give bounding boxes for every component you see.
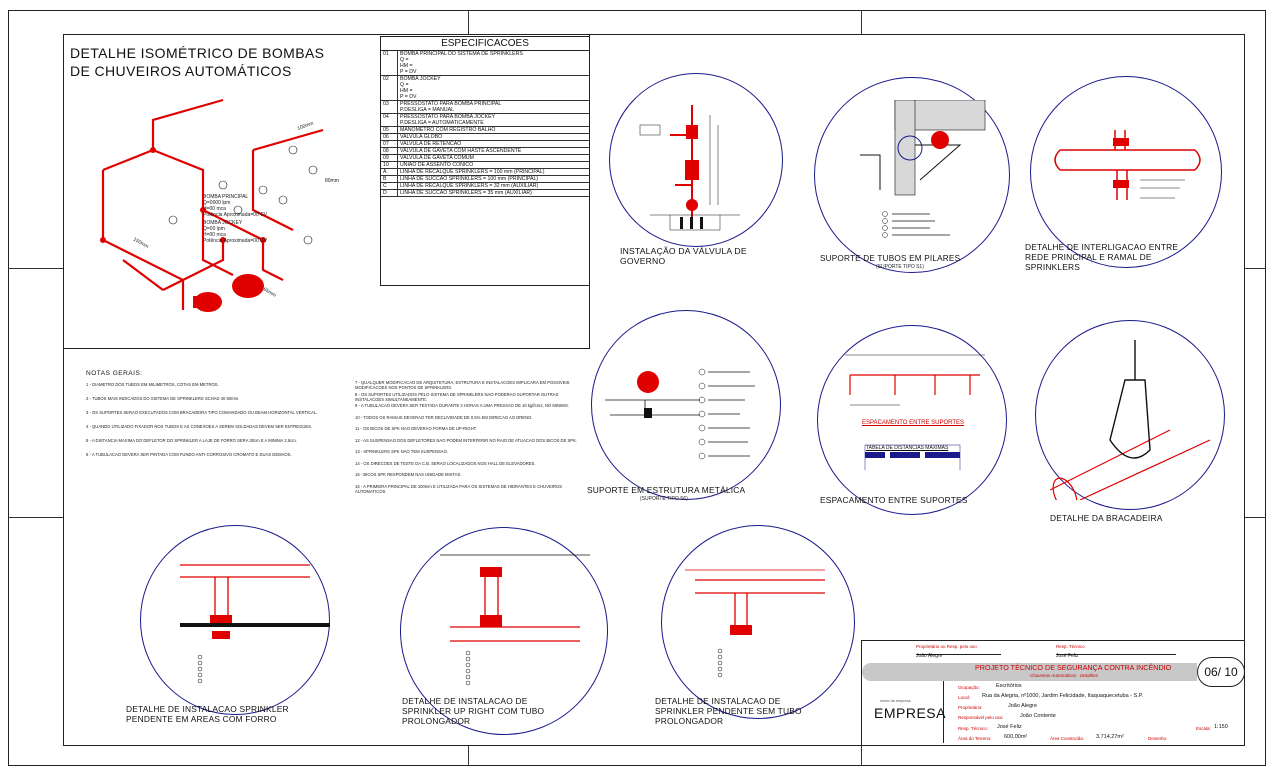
valvula-governo-drawing	[630, 95, 760, 235]
frame-tick	[8, 268, 63, 269]
espacamento-drawing	[840, 350, 1000, 470]
frame-tick	[468, 10, 469, 34]
caption-interligacao-line2: REDE PRINCIPAL E RAMAL DE	[1025, 252, 1152, 262]
spec-row-line: HM =	[400, 88, 413, 94]
caption-valvula-governo-line1: INSTALAÇÃO DA VÁLVULA DE	[620, 246, 747, 256]
note-item: 4 - QUANDO UTILIZADO FIXADOR NOS TUBOS E AS CONEXOES A SEREM SOLDADAS DEVEM SER ENTREGUES.	[86, 424, 313, 429]
iso-label-bomba-principal: BOMBA PRINCIPAL	[203, 194, 249, 200]
spec-row-line: LINHA DE RECALQUE SPRINKLERS = 32 mm (AUXILIAR)	[400, 183, 539, 189]
isometric-title-line2: DE CHUVEIROS AUTOMÁTICOS	[70, 63, 292, 79]
note-item: 9 - A TUBULACAO DEVERA SER TESTADA DURANTE 2 HORAS A UMA PRESSAO DE 10 kgf/cm2, NO MINIMO.	[355, 403, 570, 408]
spec-row-description	[398, 176, 589, 182]
spec-row-number: 03	[381, 101, 398, 113]
spec-row	[381, 127, 589, 134]
tb-responsavel-label: Responsável pelo uso:	[958, 715, 1004, 720]
suporte-pilares-drawing	[840, 100, 990, 250]
tb-area-terreno-label: Área do Terreno:	[958, 736, 992, 741]
specifications-rows	[381, 51, 589, 197]
frame-tick	[1245, 268, 1266, 269]
spec-row-number: D	[381, 190, 398, 196]
caption-valvula-governo-line2: GOVERNO	[620, 256, 666, 266]
caption-interligacao-line3: SPRINKLERS	[1025, 262, 1081, 272]
caption-sprinkler-pendente-line3: PROLONGADOR	[655, 716, 724, 726]
caption-sprinkler-upright-line1: DETALHE DE INSTALACAO DE	[402, 696, 528, 706]
iso-label-dim-100: 100mm	[296, 120, 315, 132]
tb-project-title: PROJETO TÉCNICO DE SEGURANÇA CONTRA INCÊNDIO	[975, 663, 1172, 672]
tb-desenho-label: Desenho:	[1148, 736, 1168, 741]
spec-row-line: P.DESLIGA = AUTOMATICAMENTE	[400, 120, 484, 126]
iso-label-bj-q: Q=00 lpm	[203, 226, 225, 232]
spec-row-description	[398, 76, 589, 100]
bracadeira-drawing	[1050, 340, 1220, 500]
frame-tick	[861, 746, 862, 766]
spec-row-description	[398, 101, 589, 113]
spec-row-description	[398, 134, 589, 140]
caption-sprinkler-pendente	[655, 696, 802, 726]
spec-row-description	[398, 169, 589, 175]
note-item: 13 - SPRINKLERS SPK NAO TEM SUSPENSAO.	[355, 449, 449, 454]
spec-row	[381, 190, 589, 197]
frame-tick	[861, 10, 862, 34]
spec-row-line: P = DV	[400, 94, 417, 100]
tb-escala-label: Escala:	[1196, 726, 1211, 731]
note-item: 2 - TUBOS MAIS INDICADOS DO SISTEMA DE SPRINKLERS SCHAD 40 50mm.	[86, 396, 240, 401]
spec-row-line: P.DESLIGA = MANUAL	[400, 107, 454, 113]
spec-row-line: HM =	[400, 63, 413, 69]
tb-project-sub: Chuveiros Automáticos - Detalhes	[1030, 673, 1098, 678]
spec-row-number: 07	[381, 141, 398, 147]
iso-label-bomba-jockey: BOMBA JOCKEY	[203, 220, 243, 226]
caption-espacamento: ESPACAMENTO ENTRE SUPORTES	[820, 495, 968, 505]
tb-proprietario-value: João Alegre	[1008, 703, 1038, 709]
spec-row	[381, 169, 589, 176]
iso-label-bj-p: Potência Aproximada=00 CV	[203, 238, 268, 244]
iso-label-dim-65: 65mm	[262, 286, 278, 299]
spec-row-description	[398, 127, 589, 133]
spec-row-number: 01	[381, 51, 398, 75]
spec-row-description	[398, 141, 589, 147]
interligacao-drawing	[1045, 110, 1210, 230]
spec-row-line: VALVULA DE GAVETA COMUM	[400, 155, 474, 161]
caption-sprinkler-forro-line1: DETALHE DE INSTALACAO SPRINKLER	[126, 704, 289, 714]
spec-row-line: VALVULA DE GAVETA COM HASTE ASCENDENTE	[400, 148, 522, 154]
caption-sprinkler-upright	[402, 696, 544, 726]
isometric-title-line1: DETALHE ISOMÉTRICO DE BOMBAS	[70, 45, 325, 61]
spec-row-description	[398, 51, 589, 75]
frame-tick	[1245, 517, 1266, 518]
iso-label-bp-h: H=00 mca	[203, 206, 226, 212]
caption-sprinkler-upright-line3: PROLONGADOR	[402, 716, 471, 726]
sprinkler-upright-drawing	[430, 545, 600, 695]
iso-label-dim-80: 80mm	[325, 178, 339, 184]
tb-company-small: nome da empresa	[880, 699, 911, 703]
spec-row-line: Q =	[400, 57, 409, 63]
spec-row-line: VALVULA DE RETENCAO	[400, 141, 462, 147]
caption-sprinkler-pendente-line1: DETALHE DE INSTALACAO DE	[655, 696, 781, 706]
sprinkler-forro-drawing	[160, 545, 330, 695]
note-item: 6 - A TUBULACAO DEVERA SER PINTADA COM FUNDO ANTI-CORROSIVO CROMATO E DUAS DEMAOS.	[86, 452, 292, 457]
spec-row	[381, 155, 589, 162]
tb-ocupacao-value: Escritórios	[996, 683, 1022, 689]
spec-row-number: C	[381, 183, 398, 189]
spec-row-number: A	[381, 169, 398, 175]
tb-area-construida-value: 3.714,27m²	[1096, 734, 1124, 740]
note-item: 10 - TODOS OS RAMAIS DEVERAO TER DECLIVIDADE DE 0,5% EM DIRECAO AO DRENO.	[355, 414, 533, 420]
tb-escala-value: 1:150	[1214, 724, 1228, 730]
iso-label-bp-p: Potência Aproximada=00 CV	[203, 212, 268, 218]
iso-label-bj-h: H=00 mca	[203, 232, 226, 238]
spec-row-number: 04	[381, 114, 398, 126]
spec-row-line: LINHA DE SUCCAO SPRINKLERS = 35 mm (AUXILIAR)	[400, 190, 532, 196]
tb-resp-tecnico-value: José Feliz	[997, 724, 1022, 730]
tb-resp-tecnico-label: Resp. Técnico:	[958, 726, 988, 731]
spec-row-line: MANOMETRO COM REGISTRO BALHO	[400, 127, 496, 133]
spec-row	[381, 148, 589, 155]
spec-row-line: LINHA DE SUCCAO SPRINKLERS = 100 mm (PRINCIPAL)	[400, 176, 539, 182]
note-item: 3 - OS SUPORTES SERAO EXECUTADOS COM BRACADEIRA TIPO COMANDADO OU BEAM HORIZONTAL VERTICAL.	[86, 410, 318, 415]
caption-sprinkler-pendente-line2: SPRINKLER PENDENTE SEM TUBO	[655, 706, 802, 716]
iso-label-dim-150: 150mm	[132, 236, 150, 251]
frame-tick	[8, 517, 63, 518]
note-item: 11 - OS BICOS DE SPK NAO DEVERAO FORMA DE UP-RIGHT.	[355, 426, 477, 431]
tb-company-logo: EMPRESA	[874, 705, 946, 721]
spec-row	[381, 114, 589, 127]
spec-row-number: 08	[381, 148, 398, 154]
note-item: 14 - OS DIRECOES DE TESTE DA C.B. SERAO LOCALIZADOS NOS HALL DE ELEVADORES.	[355, 460, 536, 466]
spec-row-line: UNIAO DE ASSENTO CONICO	[400, 162, 474, 168]
estrutura-metalica-drawing	[600, 360, 775, 470]
spec-row	[381, 101, 589, 114]
tb-proprietario-label: Proprietário:	[958, 705, 983, 710]
tb-area-terreno-value: 600,00m²	[1004, 734, 1028, 740]
sprinkler-pendente-drawing	[675, 545, 845, 695]
specifications-title: ESPECIFICACOES	[381, 37, 589, 51]
note-item: 5 - A DISTANCIA MAXIMA DO DEFLETOR DO SPRINKLER A LAJE DE FORRO SERA 30cm E A MINIMA 2.5cm.	[86, 438, 297, 443]
isometric-pump-drawing	[63, 90, 380, 330]
spec-row-description	[398, 155, 589, 161]
spec-row	[381, 162, 589, 169]
spec-row	[381, 76, 589, 101]
caption-suporte-pilares-sub: (SUPORTE TIPO S1)	[876, 264, 924, 270]
spec-row	[381, 134, 589, 141]
spec-row-description	[398, 114, 589, 126]
tb-local-label: Local:	[958, 695, 971, 700]
note-item: 16 - A PRIMEIRA PRINCIPAL DE 100mm E UTILIZADA PARA OS SISTEMAS DE HIDRANTES E CHUVEIROS AUTOMATICOS.	[355, 483, 563, 494]
tb-prop-label: Proprietário ou Resp. pelo uso	[916, 644, 977, 649]
caption-valvula-governo	[620, 246, 747, 266]
iso-label-bp-q: Q=0000 lpm	[203, 200, 231, 206]
spec-row-description	[398, 190, 589, 196]
caption-estrutura-metalica: SUPORTE EM ESTRUTURA METÁLICA	[587, 485, 746, 495]
spec-row-line: PRESSOSTATO PARA BOMBA JOCKEY	[400, 114, 496, 120]
espacamento-inner-label: ESPACAMENTO ENTRE SUPORTES	[862, 420, 965, 426]
note-item: 8 - OS SUPORTES UTILIZADOS PELO SISTEMA DE SPRINKLERS NAO PODERAO SUPORTAR OUTRAS INSTALACOES SIMULTANEAMENTE.	[355, 391, 559, 402]
spec-row-description	[398, 162, 589, 168]
tb-resp-value: José Feliz	[1056, 653, 1079, 659]
tb-resp-label: Resp. Técnico	[1056, 644, 1085, 649]
spec-row-line: VALVULA GLOBO	[400, 134, 443, 140]
caption-bracadeira: DETALHE DA BRACADEIRA	[1050, 513, 1163, 523]
spec-row-number: B	[381, 176, 398, 182]
spec-row-number: 10	[381, 162, 398, 168]
tb-sheet-number: 06/ 10	[1197, 657, 1245, 687]
specifications-table	[380, 36, 590, 286]
tb-prop-value: João Alegre	[916, 653, 943, 659]
caption-suporte-pilares: SUPORTE DE TUBOS EM PILARES	[820, 254, 961, 263]
isometric-title	[70, 44, 370, 80]
caption-interligacao-line1: DETALHE DE INTERLIGACAO ENTRE	[1025, 242, 1179, 252]
spec-row-line: P = DV	[400, 69, 417, 75]
spec-row-line: Q =	[400, 82, 409, 88]
note-item: 12 - AS SUSPENSAO DOS DEFLETORES NAO PODEM INTERFERIR NO RAIO DE ATUACAO DOS BICOS DE SPK.	[355, 437, 578, 443]
note-item: 1 - DIAMETRO DOS TUBOS EM MILIMETROS, COTAS EM METROS.	[86, 382, 219, 387]
note-item: 7 - QUALQUER MODIFICACAO DE ARQUITETURA, ESTRUTURA E INSTALACOES IMPLICARA EM POSSIVEIS MODIFICACOES NOS PONTOS DE SPRINKLERS.	[355, 380, 570, 390]
spec-row-line: PRESSOSTATO PARA BOMBA PRINCIPAL	[400, 101, 502, 107]
caption-interligacao	[1025, 242, 1178, 272]
spec-row	[381, 141, 589, 148]
spec-row	[381, 176, 589, 183]
spec-row-number: 02	[381, 76, 398, 100]
spec-row-line: BOMBA PRINCIPAL DO SISTEMA DE SPRINKLERS	[400, 51, 523, 57]
spec-row-number: 09	[381, 155, 398, 161]
spec-row	[381, 51, 589, 76]
note-item: 15 - BICOS SPK RESPONDEM NAS UNIDADE MISTAS.	[355, 472, 462, 477]
tb-area-construida-label: Área Construída:	[1050, 736, 1085, 741]
spec-row-description	[398, 148, 589, 154]
caption-sprinkler-upright-line2: SPRINKLER UP RIGHT COM TUBO	[402, 706, 545, 716]
spec-row-line: LINHA DE RECALQUE SPRINKLERS = 100 mm (PRINCIPAL)	[400, 169, 545, 175]
tb-local-value: Rua da Alegria, nº1000, Jardim Felicidade, Itaquaquecetuba - S.P.	[982, 693, 1144, 699]
spec-row-number: 06	[381, 134, 398, 140]
caption-estrutura-metalica-sub: (SUPORTE TIPO S6)	[640, 496, 688, 502]
caption-sprinkler-forro-line2: PENDENTE EM AREAS COM FORRO	[126, 714, 277, 724]
notes-title: NOTAS GERAIS:	[86, 370, 143, 377]
spec-row	[381, 183, 589, 190]
caption-sprinkler-forro	[126, 704, 289, 724]
spec-row-number: 05	[381, 127, 398, 133]
espacamento-table-title: TABELA DE DISTANCIAS MAXIMAS	[866, 445, 949, 451]
spec-row-description	[398, 183, 589, 189]
tb-responsavel-value: João Contente	[1020, 713, 1056, 719]
tb-ocupacao-label: Ocupação:	[958, 685, 980, 690]
frame-tick	[468, 746, 469, 766]
spec-row-line: BOMBA JOCKEY	[400, 76, 441, 82]
